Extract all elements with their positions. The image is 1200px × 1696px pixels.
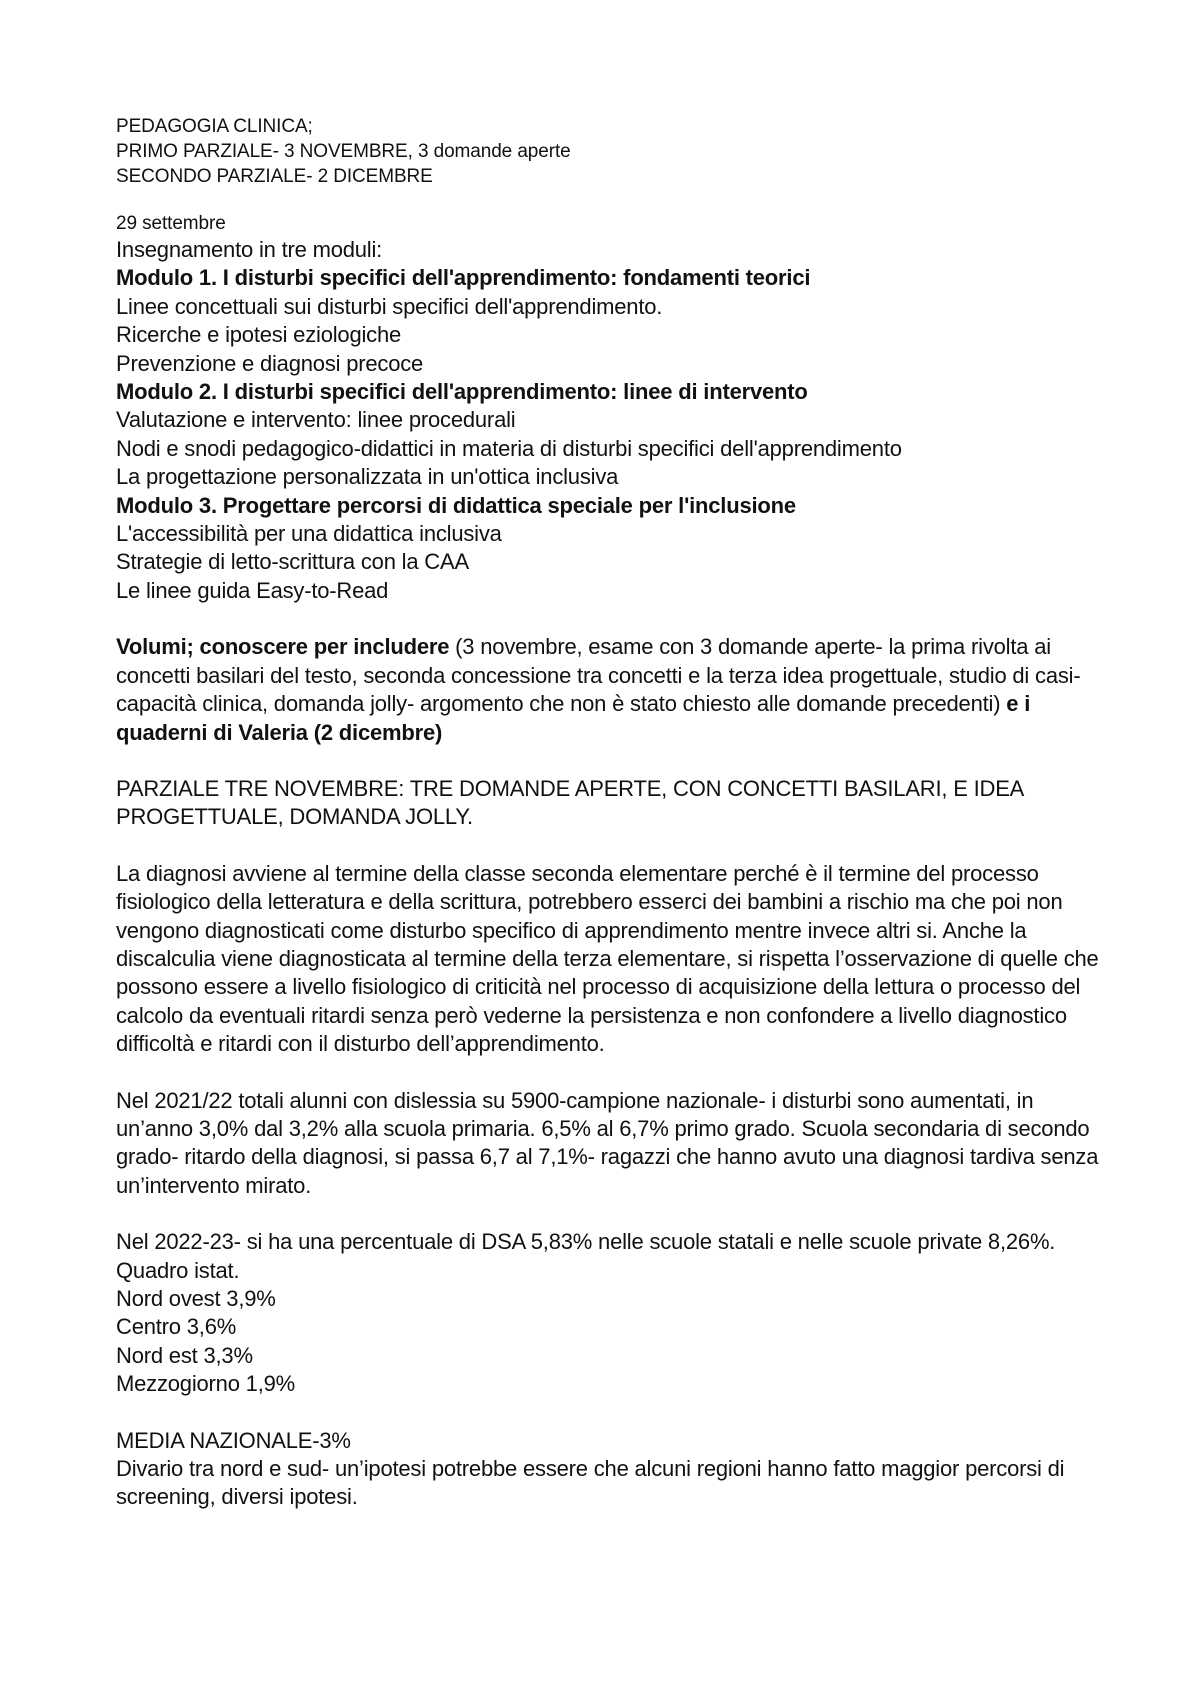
second-partial-info: SECONDO PARZIALE- 2 DICEMBRE [116, 166, 433, 187]
document-body [116, 114, 1106, 1512]
national-average-heading: MEDIA NAZIONALE-3% [116, 1427, 351, 1453]
diagnosis-paragraph: La diagnosi avviene al termine della classe seconda elementare perché è il termine del processo fisiologico della letteratura e della scrittura, potrebbero esserci dei bambini a rischio ma che poi non vengono diagnosticati come disturbo specifico di apprendimento mentre invece altri si. Anche la discalculia viene diagnosticata al termine della terza elementare, si rispetta l’osservazione di quelle che possono essere a livello fisiologico di criticità nel processo di acquisizione della lettura o processo del calcolo da eventuali ritardi senza però vederne la persistenza e non confondere a livello diagnostico difficoltà e ritardi con il disturbo dell’apprendimento. [116, 860, 1099, 1057]
regions-list [116, 1285, 1106, 1399]
volumes-quaderni: e i quaderni di Valeria (2 dicembre) [116, 691, 1031, 745]
volumes-title: Volumi; conoscere per includere [116, 634, 450, 660]
lesson-date: 29 settembre [116, 213, 226, 234]
modules-intro: Insegnamento in tre moduli: [116, 237, 383, 262]
first-partial-info: PRIMO PARZIALE- 3 NOVEMBRE, 3 domande aperte [116, 141, 571, 162]
module-2-title: Modulo 2. I disturbi specifici dell'apprendimento: linee di intervento [116, 379, 808, 405]
volumes-details: (3 novembre, esame con 3 domande aperte- la prima rivolta ai concetti basilari del testo, seconda concessione tra concetti e la terza idea progettuale, studio di casi- capacità clinica, domanda jolly- argomento che non è stato chiesto alle domande precedenti) [116, 634, 1081, 717]
region-item: Centro 3,6% [116, 1314, 237, 1340]
module-3-topic: L'accessibilità per una didattica inclusiva [116, 521, 502, 547]
module-1-title: Modulo 1. I disturbi specifici dell'apprendimento: fondamenti teorici [116, 265, 811, 291]
module-2-topic: Valutazione e intervento: linee procedurali [116, 407, 516, 433]
region-item: Nord ovest 3,9% [116, 1286, 276, 1311]
region-item: Mezzogiorno 1,9% [116, 1371, 296, 1397]
volumes-paragraph [116, 633, 1106, 747]
region-item: Nord est 3,3% [116, 1342, 253, 1368]
stats-2022-paragraph: Nel 2022-23- si ha una percentuale di DSA 5,83% nelle scuole statali e nelle scuole private 8,26%. Quadro istat. [116, 1229, 1056, 1283]
module-2-topic: La progettazione personalizzata in un'ottica inclusiva [116, 464, 619, 490]
partial-note: PARZIALE TRE NOVEMBRE: TRE DOMANDE APERTE, CON CONCETTI BASILARI, E IDEA PROGETTUALE, DOMANDA JOLLY. [116, 775, 1023, 830]
course-title: PEDAGOGIA CLINICA; [116, 116, 313, 137]
national-gap-text: Divario tra nord e sud- un’ipotesi potrebbe essere che alcuni regioni hanno fatto maggior percorsi di screening, diversi ipotesi. [116, 1456, 1065, 1510]
module-1-topic: Linee concettuali sui disturbi specifici dell'apprendimento. [116, 293, 663, 319]
module-1-topic: Ricerche e ipotesi eziologiche [116, 322, 402, 348]
national-section [116, 1427, 1106, 1512]
exam-header [116, 114, 1106, 189]
stats-2021-paragraph: Nel 2021/22 totali alunni con dislessia su 5900-campione nazionale- i disturbi sono aumentati, in un’anno 3,0% dal 3,2% alla scuola primaria. 6,5% al 6,7% primo grado. Scuola secondaria di secondo grado- ritardo della diagnosi, si passa 6,7 al 7,1%- ragazzi che hanno avuto una diagnosi tardiva senza un’intervento mirato. [116, 1087, 1099, 1198]
modules-section [116, 236, 1106, 605]
module-3-topic: Le linee guida Easy-to-Read [116, 577, 389, 603]
module-2-topic: Nodi e snodi pedagogico-didattici in materia di disturbi specifici dell'apprendimento [116, 435, 902, 461]
module-1-topic: Prevenzione e diagnosi precoce [116, 350, 424, 376]
module-3-topic: Strategie di letto-scrittura con la CAA [116, 549, 469, 575]
module-3-title: Modulo 3. Progettare percorsi di didattica speciale per l'inclusione [116, 492, 796, 518]
